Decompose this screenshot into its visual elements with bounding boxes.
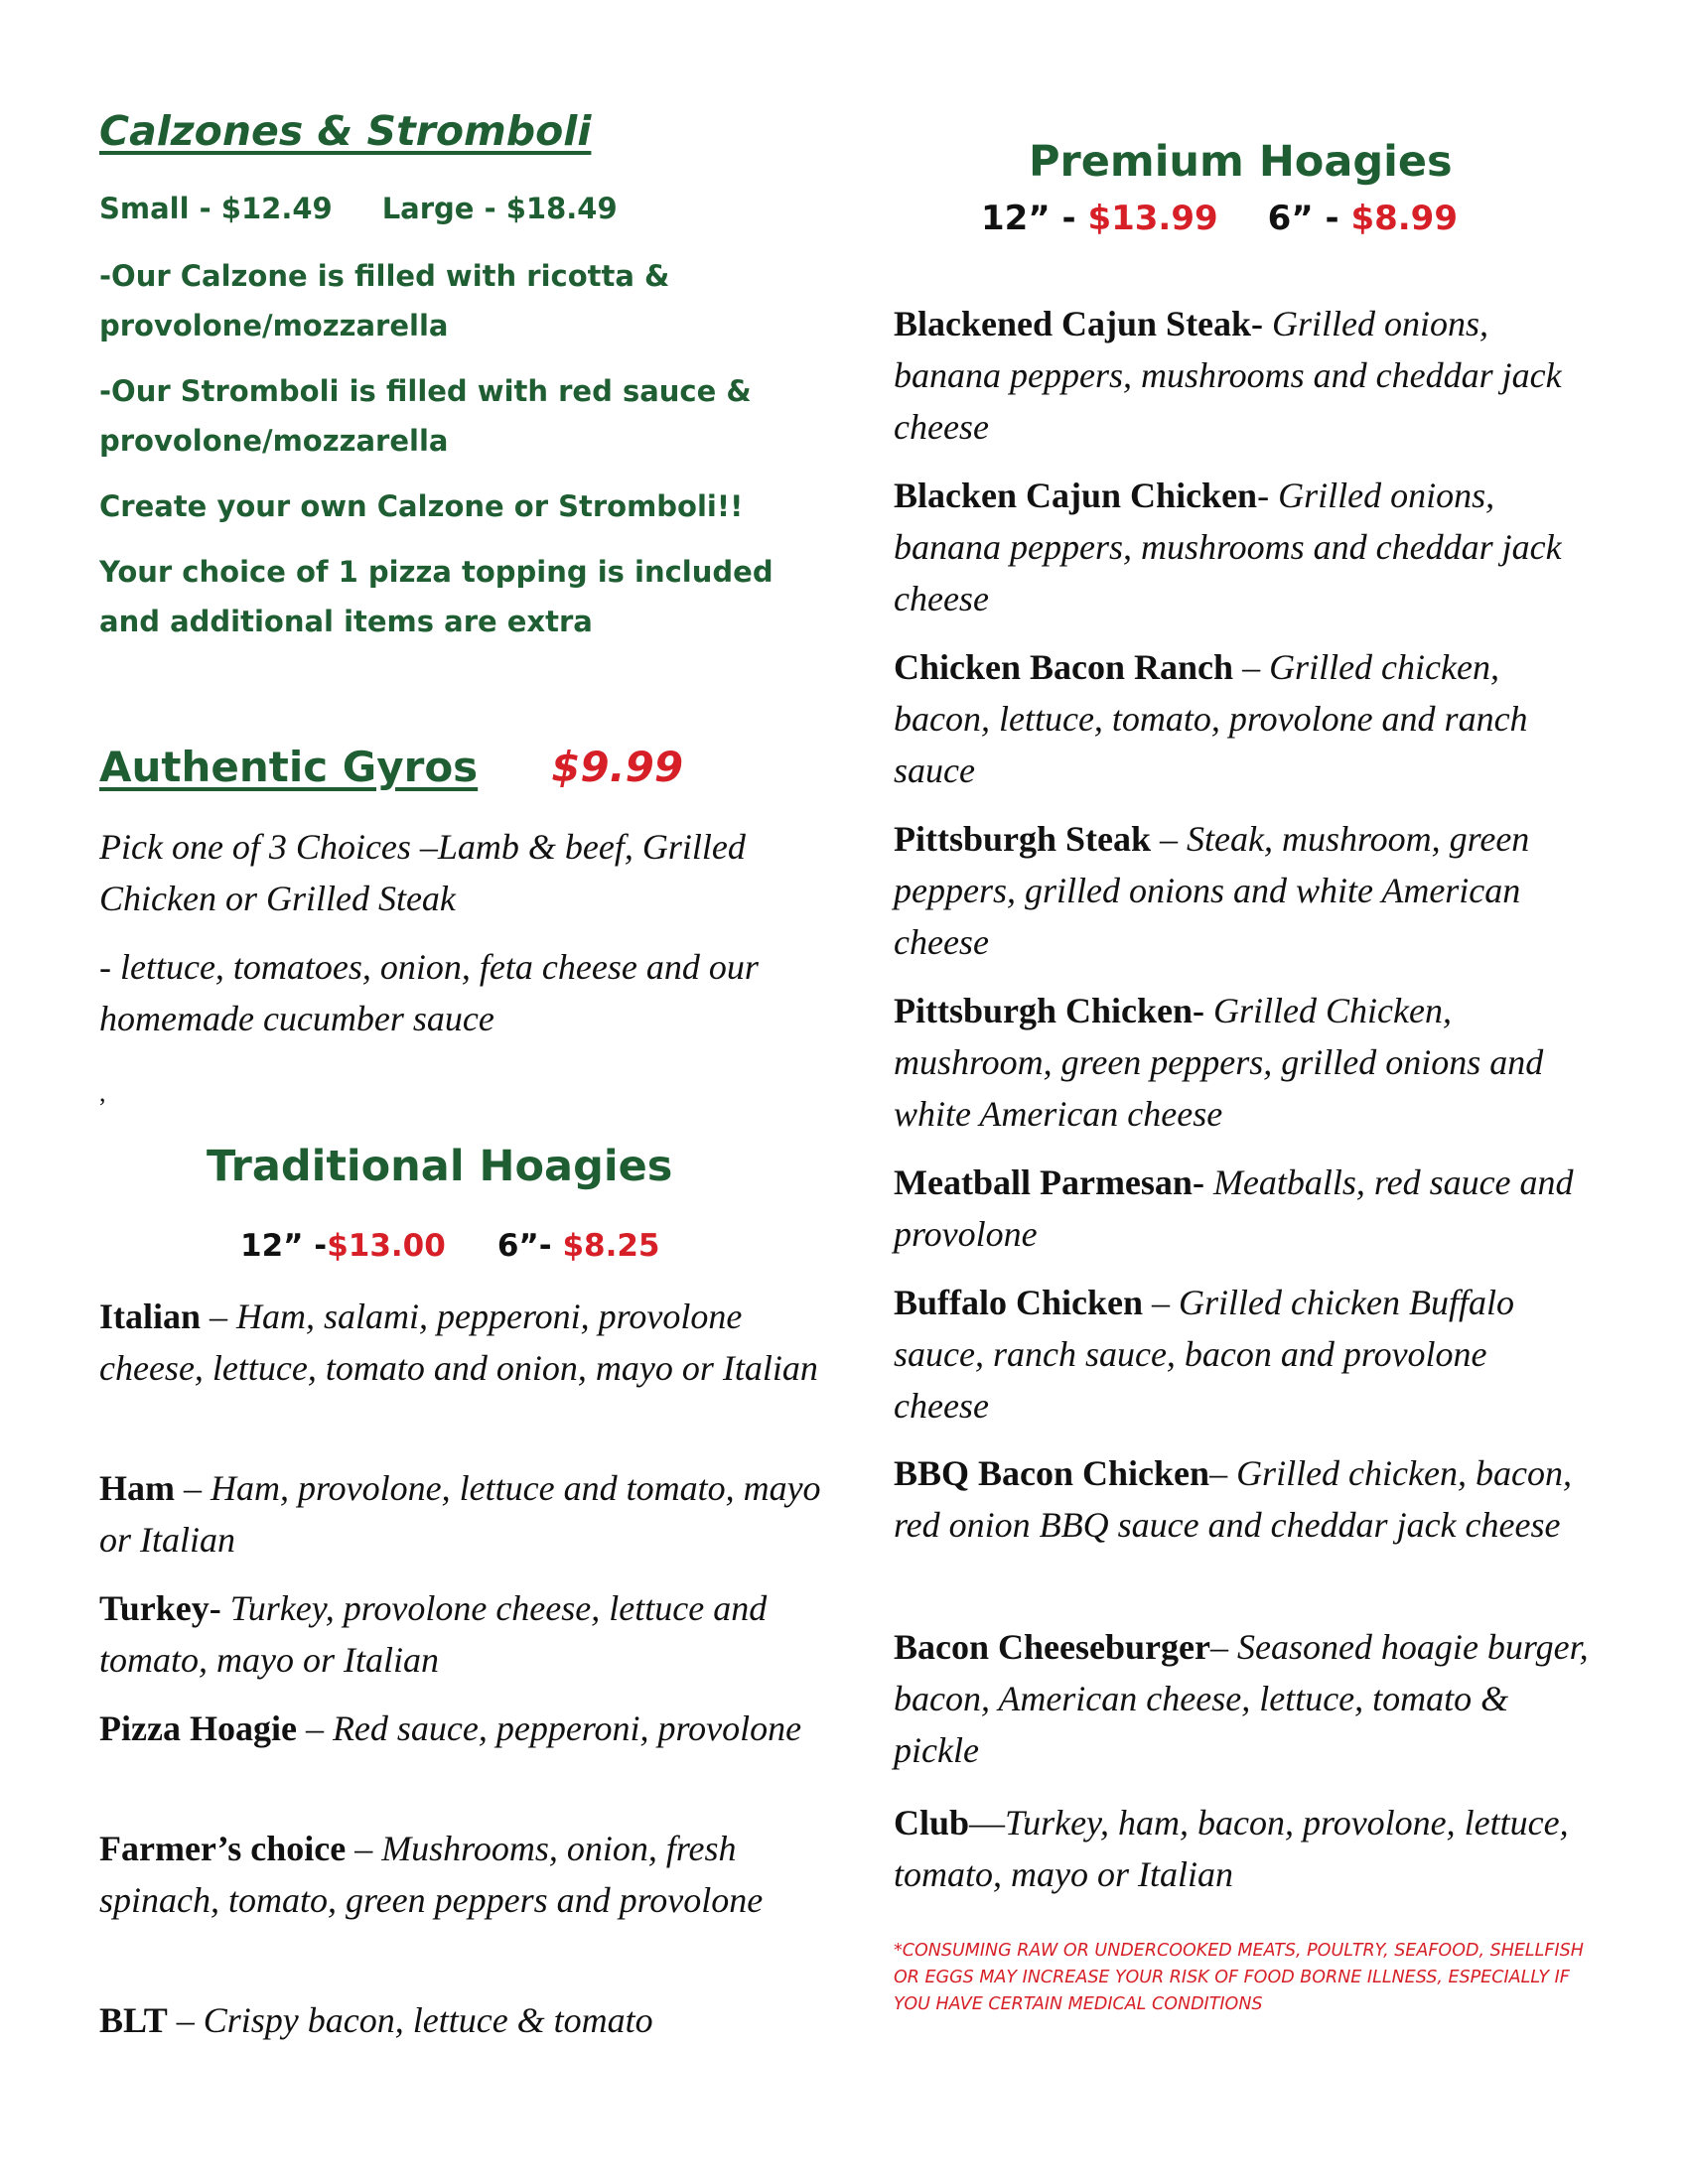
calzones-prices xyxy=(99,192,618,225)
item-name: Meatball Parmesan- xyxy=(894,1162,1204,1202)
menu-item xyxy=(99,1291,824,1394)
menu-item xyxy=(99,1582,824,1686)
item-description: Red sauce, pepperoni, provolone xyxy=(332,1708,802,1748)
item-name: Pizza Hoagie xyxy=(99,1708,297,1748)
calzones-title: Calzones & Stromboli xyxy=(99,107,592,155)
menu-item xyxy=(99,1462,824,1566)
calzone-description: -Our Calzone is filled with ricotta & provolone/mozzarella xyxy=(99,259,670,342)
calzones-large-price: Large - $18.49 xyxy=(381,192,618,225)
item-separator: – xyxy=(1143,1283,1180,1322)
item-separator xyxy=(1263,304,1272,343)
item-description: Turkey, provolone cheese, lettuce and tomato, mayo or Italian xyxy=(99,1588,768,1680)
item-separator: – xyxy=(175,1468,211,1508)
item-description: Grilled onions, banana peppers, mushrooms and cheddar jack cheese xyxy=(894,476,1562,618)
menu-item xyxy=(894,1797,1589,1900)
menu-item xyxy=(894,298,1589,453)
item-description: Grilled chicken, bacon, lettuce, tomato, provolone and ranch sauce xyxy=(894,647,1528,790)
item-name: Blackened Cajun Steak- xyxy=(894,304,1264,343)
gyros-title xyxy=(99,743,683,791)
menu-item xyxy=(99,1703,824,1754)
item-description: Mushrooms, onion, fresh spinach, tomato, green peppers and provolone xyxy=(99,1829,764,1920)
traditional-prices xyxy=(240,1228,660,1264)
item-name: Blacken Cajun Chicken xyxy=(894,476,1258,515)
item-separator: – xyxy=(1233,647,1270,687)
item-name: Bacon Cheeseburger xyxy=(894,1627,1210,1667)
gyros-price: $9.99 xyxy=(551,743,684,791)
item-separator: – xyxy=(1209,1453,1237,1493)
menu-item xyxy=(894,470,1589,624)
gyros-title-text: Authentic Gyros xyxy=(99,743,479,791)
menu-item xyxy=(99,1994,824,2046)
food-safety-warning: *CONSUMING RAW OR UNDERCOOKED MEATS, POULTRY, SEAFOOD, SHELLFISH OR EGGS MAY INCREASE YOUR RISK OF FOOD BORNE ILLNESS, ESPECIALLY IF YOU HAVE CERTAIN MEDICAL CONDITIONS xyxy=(894,1941,1584,2014)
item-name: Club xyxy=(894,1803,970,1843)
item-separator xyxy=(1204,991,1213,1030)
topping-note: Your choice of 1 pizza topping is included and additional items are extra xyxy=(99,555,774,638)
stromboli-description: -Our Stromboli is filled with red sauce & provolone/mozzarella xyxy=(99,374,752,458)
item-name: Pittsburgh Steak xyxy=(894,819,1152,859)
premium-size-small: 6” - xyxy=(1267,199,1339,238)
item-description: Grilled Chicken, mushroom, green peppers, grilled onions and white American cheese xyxy=(894,991,1544,1134)
menu-item xyxy=(894,641,1589,796)
premium-hoagies-title: Premium Hoagies xyxy=(1029,137,1453,187)
item-name: Italian xyxy=(99,1297,202,1336)
item-separator: – xyxy=(1209,1627,1237,1667)
item-name: BLT xyxy=(99,2000,168,2040)
item-separator: – xyxy=(346,1829,382,1868)
premium-price-small: $8.99 xyxy=(1350,199,1458,238)
item-separator: – xyxy=(167,2000,204,2040)
premium-size-large: 12” - xyxy=(981,199,1076,238)
traditional-size-large: 12” - xyxy=(240,1228,328,1264)
item-description: Seasoned hoagie burger, bacon, American cheese, lettuce, tomato & pickle xyxy=(894,1627,1589,1770)
calzones-small-price: Small - $12.49 xyxy=(99,192,333,225)
item-separator: — xyxy=(969,1803,1006,1843)
item-separator: – xyxy=(1151,819,1188,859)
item-name: Pittsburgh Chicken- xyxy=(894,991,1205,1030)
item-description: Crispy bacon, lettuce & tomato xyxy=(203,2000,653,2040)
stray-mark: , xyxy=(99,1078,106,1107)
item-separator xyxy=(1204,1162,1213,1202)
menu-item xyxy=(894,813,1589,968)
menu-item xyxy=(894,985,1589,1140)
premium-prices xyxy=(981,199,1458,238)
menu-item xyxy=(894,1157,1589,1260)
item-name: BBQ Bacon Chicken xyxy=(894,1453,1210,1493)
item-description: Ham, salami, pepperoni, provolone cheese, lettuce, tomato and onion, mayo or Italian xyxy=(99,1297,818,1388)
traditional-price-small: $8.25 xyxy=(562,1228,660,1264)
item-name: Ham xyxy=(99,1468,175,1508)
menu-item xyxy=(894,1447,1589,1551)
traditional-size-small: 6”- xyxy=(496,1228,552,1264)
menu-item xyxy=(894,1621,1589,1776)
item-description: Ham, provolone, lettuce and tomato, mayo or Italian xyxy=(99,1468,821,1560)
menu-item xyxy=(99,1823,824,1926)
item-description: Grilled chicken Buffalo sauce, ranch sauce, bacon and provolone cheese xyxy=(894,1283,1514,1426)
item-name: Chicken Bacon Ranch xyxy=(894,647,1234,687)
item-separator: – xyxy=(201,1297,237,1336)
create-your-own-note: Create your own Calzone or Stromboli!! xyxy=(99,489,744,523)
item-separator xyxy=(221,1588,230,1628)
premium-price-large: $13.99 xyxy=(1087,199,1218,238)
item-name: Turkey- xyxy=(99,1588,221,1628)
gyros-toppings: - lettuce, tomatoes, onion, feta cheese and our homemade cucumber sauce xyxy=(99,947,759,1038)
item-separator: – xyxy=(296,1708,333,1748)
item-description: Grilled chicken, bacon, red onion BBQ sauce and cheddar jack cheese xyxy=(894,1453,1572,1545)
item-description: Steak, mushroom, green peppers, grilled onions and white American cheese xyxy=(894,819,1530,962)
item-description: Turkey, ham, bacon, provolone, lettuce, tomato, mayo or Italian xyxy=(894,1803,1569,1894)
item-description: Grilled onions, banana peppers, mushrooms and cheddar jack cheese xyxy=(894,304,1562,447)
item-description: Meatballs, red sauce and provolone xyxy=(894,1162,1574,1254)
traditional-price-large: $13.00 xyxy=(327,1228,446,1264)
gyros-choices: Pick one of 3 Choices –Lamb & beef, Grilled Chicken or Grilled Steak xyxy=(99,827,746,918)
traditional-hoagies-title: Traditional Hoagies xyxy=(207,1142,673,1191)
menu-item xyxy=(894,1277,1589,1432)
item-name: Farmer’s choice xyxy=(99,1829,347,1868)
item-name: Buffalo Chicken xyxy=(894,1283,1144,1322)
item-separator: - xyxy=(1257,476,1279,515)
